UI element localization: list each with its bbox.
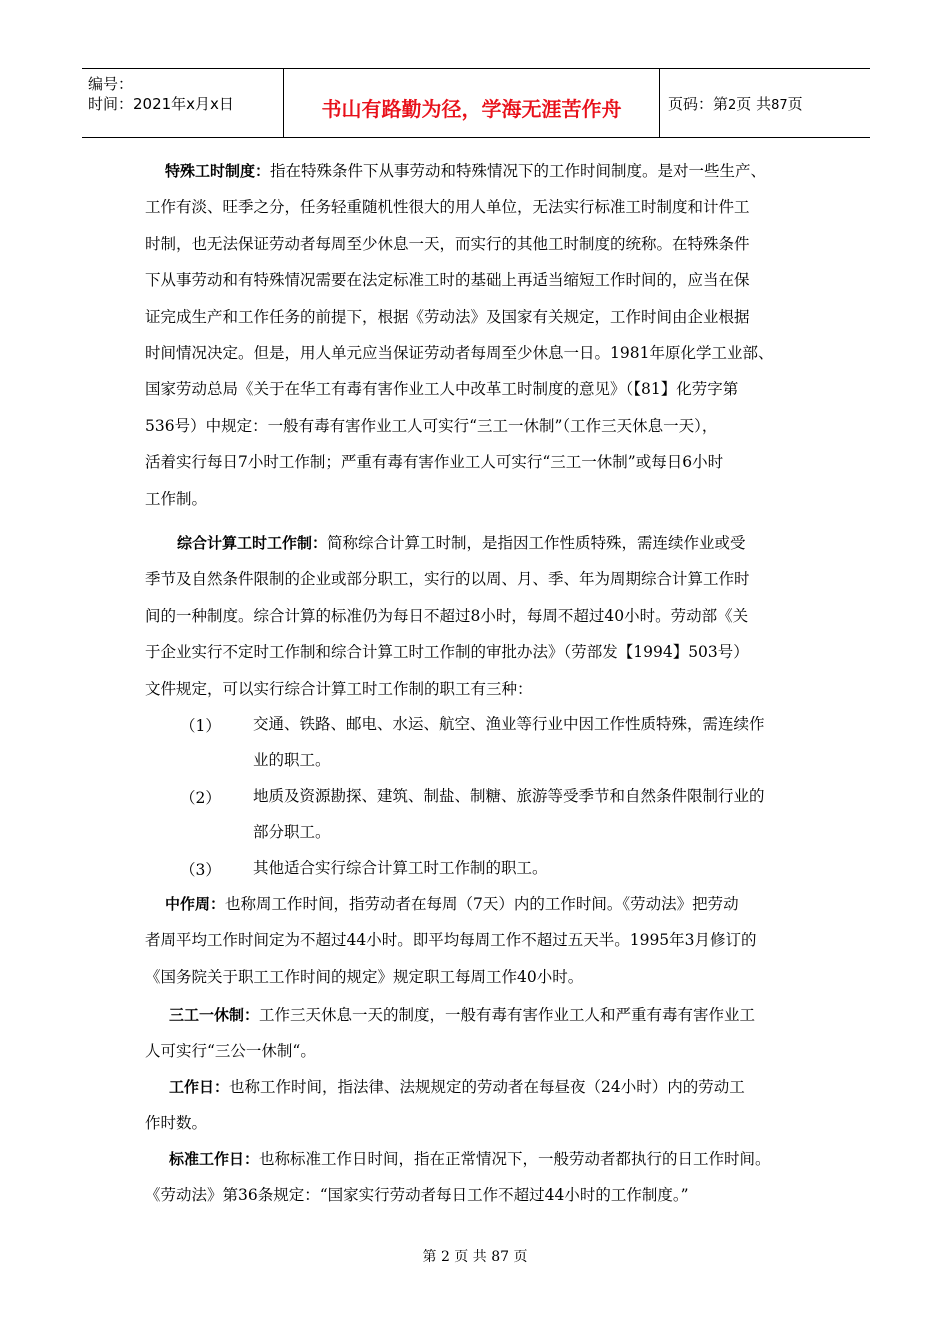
paragraph-line: 《国务院关于职工工作时间的规定》规定职工每周工作40小时。 <box>145 967 584 986</box>
paragraph-line: 时制，也无法保证劳动者每周至少休息一天，而实行的其他工时制度的统称。在特殊条件 <box>145 234 750 253</box>
paragraph-line: 作时数。 <box>145 1114 208 1133</box>
list-marker: （2） <box>180 789 221 807</box>
paragraph-line: 也称工作时间，指法律、法规规定的劳动者在每昼夜（24小时）内的劳动工 <box>229 1078 745 1096</box>
term-three-one: 三工一休制： <box>169 1006 260 1024</box>
paragraph-workday <box>145 1069 745 1142</box>
term-comprehensive-hours: 综合计算工时工作制： <box>177 534 328 552</box>
page-code <box>668 93 803 114</box>
paragraph-work-week <box>145 886 757 995</box>
page-code-prefix: 页码：第 <box>668 95 729 113</box>
paragraph-line: 者周平均工作时间定为不超过44小时。即平均每周工作不超过五天半。1995年3月修订的 <box>145 931 757 950</box>
list-item-line: 地质及资源勘探、建筑、制盐、制糖、旅游等受季节和自然条件限制行业的 <box>253 787 765 805</box>
term-standard-workday: 标准工作日： <box>169 1150 260 1168</box>
header-motto-cell <box>284 69 660 137</box>
paragraph-line: 也称标准工作日时间，指在正常情况下，一般劳动者都执行的日工作时间。 <box>259 1150 771 1168</box>
list-item <box>253 850 548 886</box>
list-item <box>253 706 765 779</box>
term-special-hours: 特殊工时制度： <box>165 162 271 180</box>
page-footer: 第 2 页 共 87 页 <box>422 1249 528 1265</box>
paragraph-line: 活着实行每日7小时工作制；严重有毒有害作业工人可实行“三工一休制”或每日6小时 <box>145 453 724 472</box>
header-page-cell <box>660 69 870 137</box>
page-code-suffix: 页 <box>787 95 803 113</box>
paragraph-line: 简称综合计算工时制，是指因工作性质特殊，需连续作业或受 <box>327 534 746 552</box>
page-code-mid: 页 共 <box>736 95 772 113</box>
paragraph-line: 《劳动法》第36条规定：“国家实行劳动者每日工作不超过44小时的工作制度。” <box>145 1186 689 1205</box>
paragraph-three-one <box>145 997 755 1070</box>
paragraph-comprehensive-hours <box>145 525 750 707</box>
list-item-line: 其他适合实行综合计算工时工作制的职工。 <box>253 859 548 877</box>
term-work-week: 中作周： <box>165 895 226 913</box>
paragraph-line: 工作有淡、旺季之分，任务轻重随机性很大的用人单位，无法实行标准工时制度和计件工 <box>145 198 750 217</box>
paragraph-line: 人可实行“三公一休制“。 <box>145 1042 316 1061</box>
paragraph-line: 也称周工作时间，指劳动者在每周（7天）内的工作时间。《劳动法》把劳动 <box>225 895 739 913</box>
paragraph-line: 下从事劳动和有特殊情况需要在法定标准工时的基础上再适当缩短工作时间的，应当在保 <box>145 271 750 290</box>
paragraph-line: 证完成生产和工作任务的前提下，根据《劳动法》及国家有关规定，工作时间由企业根据 <box>145 307 750 326</box>
term-workday: 工作日： <box>169 1078 230 1096</box>
paragraph-line: 于企业实行不定时工作制和综合计算工时工作制的审批办法》（劳部发【1994】503号） <box>145 643 749 662</box>
list-item-line: 业的职工。 <box>253 751 331 770</box>
page-header <box>82 68 870 138</box>
paragraph-line: 指在特殊条件下从事劳动和特殊情况下的工作时间制度。是对一些生产、 <box>270 162 767 180</box>
paragraph-line: 间的一种制度。综合计算的标准仍为每日不超过8小时，每周不超过40小时。劳动部《关 <box>145 606 749 625</box>
list-item <box>253 778 765 851</box>
list-item-line: 交通、铁路、邮电、水运、航空、渔业等行业中因工作性质特殊，需连续作 <box>253 715 765 733</box>
paragraph-special-hours <box>145 153 773 517</box>
paragraph-standard-workday <box>145 1141 771 1214</box>
document-time-label: 时间：2021年x月x日 <box>88 95 234 113</box>
document-number-label: 编号： <box>88 75 134 93</box>
list-marker: （3） <box>180 861 221 879</box>
paragraph-line: 536号）中规定：一般有毒有害作业工人可实行“三工一休制”（工作三天休息一天）， <box>145 416 718 435</box>
paragraph-line: 文件规定，可以实行综合计算工时工作制的职工有三种： <box>145 679 533 698</box>
header-meta-cell <box>82 69 284 137</box>
paragraph-line: 工作三天休息一天的制度，一般有毒有害作业工人和严重有毒有害作业工 <box>259 1006 756 1024</box>
page-total: 87 <box>771 98 788 113</box>
paragraph-line: 季节及自然条件限制的企业或部分职工，实行的以周、月、季、年为周期综合计算工作时 <box>145 570 750 589</box>
page-current: 2 <box>728 98 737 113</box>
paragraph-line: 工作制。 <box>145 489 208 508</box>
list-item-line: 部分职工。 <box>253 823 331 842</box>
motto-text: 书山有路勤为径，学海无涯苦作舟 <box>321 97 622 121</box>
list-marker: （1） <box>180 717 221 735</box>
paragraph-line: 国家劳动总局《关于在华工有毒有害作业工人中改革工时制度的意见》（【81】化劳字第 <box>145 380 739 399</box>
paragraph-line: 时间情况决定。但是，用人单元应当保证劳动者每周至少休息一日。1981年原化学工业部、 <box>145 344 774 363</box>
